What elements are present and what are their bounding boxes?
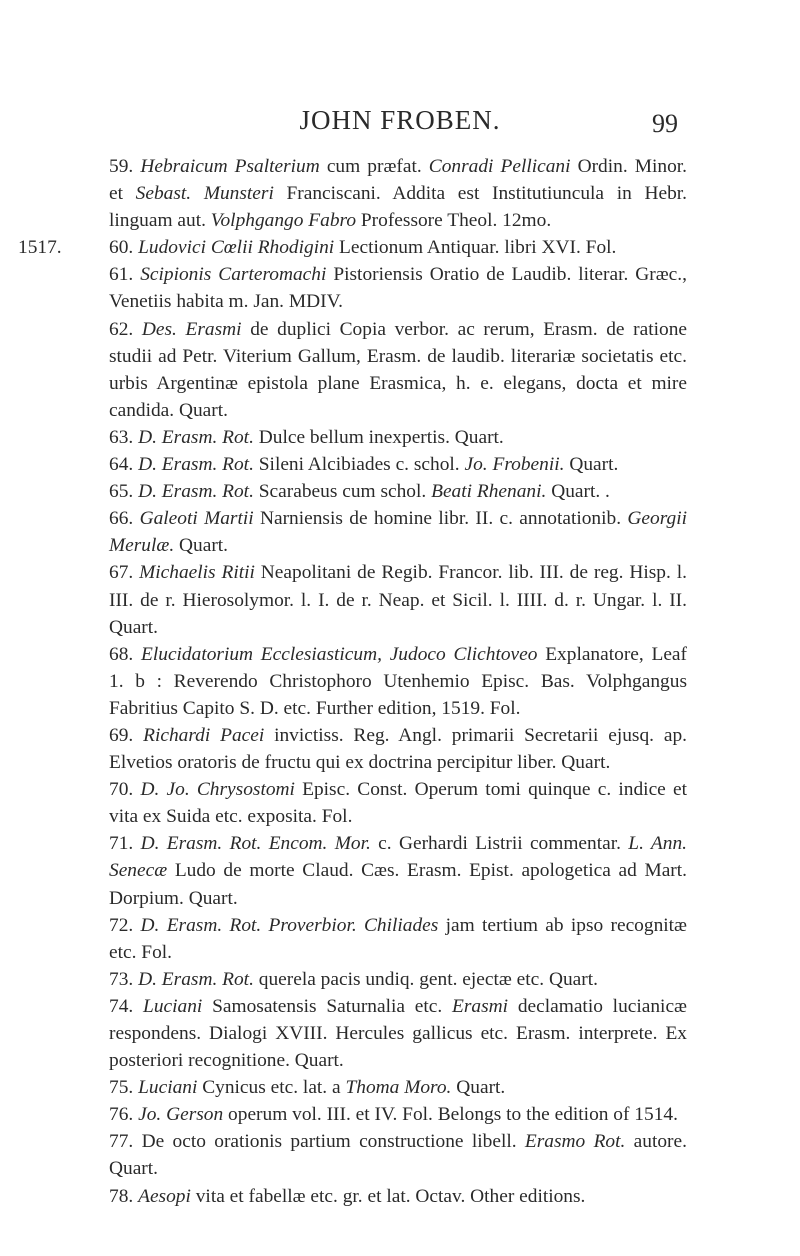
- entry-number: 61.: [109, 264, 134, 286]
- entry-text: Cynicus etc. lat. a: [197, 1077, 346, 1099]
- catalogue-entry: [109, 1101, 687, 1128]
- catalogue-entry: [109, 424, 687, 451]
- catalogue-entry: [18, 234, 687, 261]
- italic-title: Georgii Merulæ.: [109, 508, 687, 557]
- entry-text: declamatio lucianicæ respondens. Dialogi XVIII. Hercules gallicus etc. Erasm. interprete. Ex posteriori recognitione. Quart.: [109, 995, 687, 1072]
- entry-number: 63.: [109, 426, 134, 448]
- entry-number: 71.: [109, 833, 134, 855]
- entry-number: 62.: [109, 318, 134, 340]
- italic-title: Aesopi: [138, 1185, 191, 1207]
- catalogue-entry: [109, 1074, 687, 1101]
- italic-title: D. Erasm. Rot. Encom. Mor.: [140, 833, 371, 855]
- entry-text: Dulce bellum inexpertis. Quart.: [253, 426, 504, 448]
- italic-title: Richardi Pacei: [143, 724, 265, 746]
- entry-text: Explanatore, Leaf 1. b : Reverendo Christophoro Utenhemio Episc. Bas. Volphgangus Fabritius Capito S. D. etc. Further edition, 1519. Fol.: [109, 643, 687, 719]
- italic-title: D. Jo. Chrysostomi: [140, 779, 295, 801]
- italic-title: Elucidatorium Ecclesiasticum, Judoco Clichtoveo: [141, 643, 538, 665]
- italic-title: Sebast. Munsteri: [135, 183, 274, 205]
- entry-number: 76.: [109, 1104, 134, 1126]
- catalogue-entry: [109, 505, 687, 559]
- italic-title: Luciani: [138, 1077, 198, 1099]
- entry-number: 68.: [109, 643, 134, 665]
- entry-number: 72.: [109, 914, 134, 936]
- italic-title: Galeoti Martii: [139, 508, 254, 530]
- italic-title: D. Erasm. Rot.: [138, 481, 254, 503]
- entry-text: Pistoriensis Oratio de Laudib. literar. Græc., Venetiis habita m. Jan. MDIV.: [109, 264, 687, 313]
- entry-text: Quart. .: [546, 481, 610, 503]
- entry-number: 64.: [109, 454, 134, 476]
- entry-number: 75.: [109, 1077, 134, 1099]
- entry-text: jam tertium ab ipso recognitæ etc. Fol.: [109, 914, 687, 963]
- entry-text: c. Gerhardi Listrii commentar.: [370, 833, 629, 855]
- entry-text: Quart.: [564, 454, 619, 476]
- entry-number: 70.: [109, 779, 134, 801]
- entry-number: 66.: [109, 508, 134, 530]
- entry-text: operum vol. III. et IV. Fol. Belongs to the edition of 1514.: [223, 1104, 678, 1126]
- catalogue-entry: [109, 451, 687, 478]
- entry-number: 67.: [109, 562, 134, 584]
- italic-title: D. Erasm. Rot.: [138, 454, 254, 476]
- entry-text: invictiss. Reg. Angl. primarii Secretarii ejusq. ap. Elvetios oratoris de fructu qui ex doctrina percipitur liber. Quart.: [109, 724, 687, 774]
- italic-title: Volphgango Fabro: [210, 210, 357, 232]
- italic-title: L. Ann. Senecæ: [109, 833, 687, 882]
- entry-text: Samosatensis Saturnalia etc.: [202, 995, 453, 1017]
- italic-title: Jo. Frobenii.: [464, 454, 565, 476]
- italic-title: Erasmi: [452, 995, 509, 1017]
- entry-text: Episc. Const. Operum tomi quinque c. indice et vita ex Suida etc. exposita. Fol.: [109, 779, 687, 828]
- catalogue-entry: [109, 261, 687, 315]
- catalogue-entry: [109, 830, 687, 911]
- catalogue-entry: [109, 1128, 687, 1182]
- entry-text: Franciscani. Addita est Institutiuncula in Hebr. linguam aut.: [109, 183, 687, 232]
- italic-title: Luciani: [143, 995, 203, 1017]
- entry-number: 59.: [109, 156, 134, 177]
- italic-title: Beati Rhenani.: [431, 481, 547, 503]
- margin-year: 1517.: [18, 237, 62, 259]
- catalogue-entry: [109, 559, 687, 640]
- entry-text: Scarabeus cum schol.: [253, 481, 432, 503]
- running-title: JOHN FROBEN.: [299, 105, 501, 135]
- italic-title: D. Erasm. Rot.: [138, 968, 254, 990]
- entry-text: Sileni Alcibiades c. schol.: [253, 454, 465, 476]
- italic-title: Conradi Pellicani: [428, 156, 571, 177]
- page-header: [0, 105, 800, 137]
- entry-text: vita et fabellæ etc. gr. et lat. Octav. Other editions.: [190, 1185, 586, 1207]
- entry-text: De octo orationis partium constructione libell.: [141, 1131, 525, 1153]
- entry-text: de duplici Copia verbor. ac rerum, Erasm. de ratione studii ad Petr. Viterium Gallum, Erasm. de laudib. literariæ societatis etc. urbis Argentinæ epistola plane Erasmica, h. e. elegans, docta et mire candida. Quart.: [109, 318, 688, 421]
- italic-title: Erasmo Rot.: [524, 1131, 626, 1153]
- entry-text: cum præfat.: [319, 156, 429, 177]
- entry-text: Neapolitani de Regib. Francor. lib. III. de reg. Hisp. l. III. de r. Hierosolymor. l. I. de r. Neap. et Sicil. l. IIII. d. r. Ungar. l. II. Quart.: [109, 562, 687, 638]
- italic-title: Michaelis Ritii: [139, 562, 255, 584]
- entry-number: 74.: [109, 995, 134, 1017]
- catalogue-entry: [109, 722, 687, 776]
- entry-text: Quart.: [451, 1077, 506, 1099]
- entry-text: Ludo de morte Claud. Cæs. Erasm. Epist. apologetica ad Mart. Dorpium. Quart.: [109, 860, 687, 909]
- entry-number: 65.: [109, 481, 134, 503]
- catalogue-entry: [109, 966, 687, 993]
- entry-text: Quart.: [174, 535, 229, 557]
- catalogue-entry: [109, 153, 687, 234]
- entry-number: 78.: [109, 1185, 134, 1207]
- entry-text: Narniensis de homine libr. II. c. annotationib.: [253, 508, 628, 530]
- entry-number: 77.: [109, 1131, 134, 1153]
- entry-number: 69.: [109, 724, 134, 746]
- italic-title: D. Erasm. Rot.: [138, 426, 254, 448]
- italic-title: Des. Erasmi: [141, 318, 242, 340]
- entry-text: autore. Quart.: [109, 1131, 687, 1180]
- entry-text: querela pacis undiq. gent. ejectæ etc. Quart.: [253, 968, 598, 990]
- catalogue-entry: [109, 478, 687, 505]
- entry-number: 60.: [109, 237, 134, 259]
- catalogue-entries: [18, 153, 688, 1210]
- italic-title: Hebraicum Psalterium: [140, 156, 320, 177]
- catalogue-entry: [109, 993, 687, 1074]
- entry-number: 73.: [109, 968, 134, 990]
- entry-text: Professore Theol. 12mo.: [356, 210, 552, 232]
- entry-text: Ordin. Minor. et: [109, 156, 687, 205]
- italic-title: D. Erasm. Rot. Proverbior. Chiliades: [140, 914, 439, 936]
- catalogue-entry: [109, 776, 687, 830]
- catalogue-entry: [109, 912, 687, 966]
- entry-text: Lectionum Antiquar. libri XVI. Fol.: [334, 237, 617, 259]
- italic-title: Ludovici Cœlii Rhodigini: [138, 237, 335, 259]
- catalogue-entry: [109, 316, 687, 424]
- page-number: 99: [652, 109, 678, 138]
- italic-title: Thoma Moro.: [345, 1077, 452, 1099]
- catalogue-entry: [109, 1183, 687, 1210]
- catalogue-entry: [109, 641, 687, 722]
- italic-title: Scipionis Carteromachi: [140, 264, 327, 286]
- italic-title: Jo. Gerson: [138, 1104, 224, 1126]
